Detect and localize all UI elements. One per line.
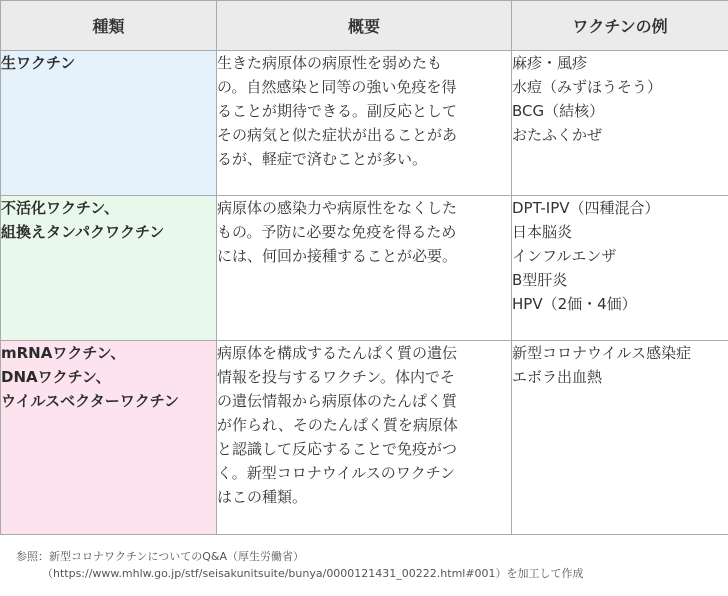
example-item: 麻疹・風疹 (512, 54, 588, 72)
type-label: 組換えタンパクワクチン (1, 223, 165, 241)
summary-line: には、何回か接種することが必要。 (217, 247, 458, 265)
header-type: 種類 (1, 1, 217, 51)
source-note-url: （https://www.mhlw.go.jp/stf/seisakunitsuite/bunya/0000121431_00222.html#001）を加工して作成 (42, 567, 584, 580)
example-item: DPT-IPV（四種混合） (512, 199, 660, 217)
summary-line: の。自然感染と同等の強い免疫を得 (217, 78, 457, 96)
summary-line: ることが期待できる。副反応として (217, 102, 458, 120)
row-summary-inactivated (217, 196, 512, 341)
row-type-genetic (1, 341, 217, 535)
summary-line: と認識して反応することで免疫がつ (217, 440, 458, 458)
type-label: mRNAワクチン、 (1, 344, 126, 362)
summary-line: もの。予防に必要な免疫を得るため (217, 223, 457, 241)
header-examples: ワクチンの例 (512, 1, 728, 51)
summary-line: はこの種類。 (217, 488, 308, 506)
row-type-inactivated (1, 196, 217, 341)
table-row (1, 51, 728, 196)
source-note-line: 参照：新型コロナワクチンについてのQ&A（厚生労働省） (16, 550, 304, 563)
table-row (1, 196, 728, 341)
type-label: 生ワクチン (1, 54, 76, 72)
row-examples-genetic (512, 341, 728, 535)
source-note (16, 548, 584, 582)
header-summary: 概要 (217, 1, 512, 51)
example-item: エボラ出血熱 (512, 368, 603, 386)
row-examples-inactivated (512, 196, 728, 341)
row-type-live (1, 51, 217, 196)
summary-line: 病原体の感染力や病原性をなくした (217, 199, 458, 217)
summary-line: の遺伝情報から病原体のたんぱく質 (217, 392, 458, 410)
summary-line: るが、軽症で済むことが多い。 (217, 150, 428, 168)
summary-line: 病原体を構成するたんぱく質の遺伝 (217, 344, 458, 362)
summary-line: が作られ、そのたんぱく質を病原体 (217, 416, 458, 434)
table-header-row (1, 1, 728, 51)
example-item: 日本脳炎 (512, 223, 573, 241)
summary-line: その病気と似た症状が出ることがあ (217, 126, 458, 144)
type-label: ウイルスベクターワクチン (1, 392, 180, 410)
summary-line: 生きた病原体の病原性を弱めたも (217, 54, 443, 72)
summary-line: 情報を投与するワクチン。体内でそ (217, 368, 456, 386)
example-item: おたふくかぜ (512, 126, 603, 144)
example-item: HPV（2価・4価） (512, 295, 637, 313)
example-item: インフルエンザ (512, 247, 617, 265)
example-item: 水痘（みずほうそう） (512, 78, 663, 96)
example-item: 新型コロナウイルス感染症 (512, 344, 692, 362)
type-label: DNAワクチン、 (1, 368, 111, 386)
example-item: B型肝炎 (512, 271, 568, 289)
table-row (1, 341, 728, 535)
type-label: 不活化ワクチン、 (1, 199, 120, 217)
row-summary-live (217, 51, 512, 196)
example-item: BCG（結核） (512, 102, 605, 120)
row-examples-live (512, 51, 728, 196)
summary-line: く。新型コロナウイルスのワクチン (217, 464, 456, 482)
row-summary-genetic (217, 341, 512, 535)
